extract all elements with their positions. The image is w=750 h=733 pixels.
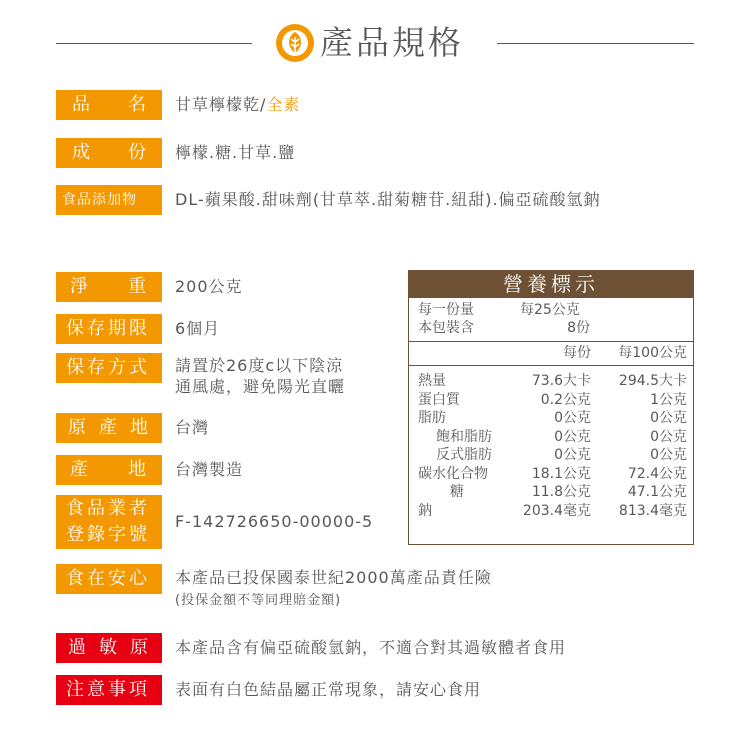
nutrient-per-100g: 47.1公克 — [627, 484, 687, 500]
nutrient-per-100g: 0公克 — [650, 410, 687, 426]
label-storage: 保存方式 — [56, 353, 162, 383]
label-origin: 原產地 — [56, 413, 162, 443]
nutrient-per-serving: 18.1公克 — [531, 465, 591, 482]
nutrient-name: 脂肪 — [418, 410, 446, 426]
col-per-serving: 每份 — [563, 345, 591, 361]
leaf-icon — [275, 23, 315, 63]
nutrient-per-100g: 813.4毫克 — [618, 502, 687, 519]
nutrient-per-100g: 0公克 — [650, 447, 687, 463]
nutrient-per-serving: 0公克 — [554, 447, 591, 463]
nutrient-name: 反式脂肪 — [436, 447, 492, 463]
value-notice: 表面有白色結晶屬正常現象，請安心食用 — [175, 680, 482, 699]
nutrient-name: 飽和脂肪 — [436, 428, 492, 445]
value-allergen: 本產品含有偏亞硫酸氫鈉，不適合對其過敏體者食用 — [175, 638, 567, 657]
value-registration: F-142726650-00000-5 — [175, 512, 374, 531]
value-shelf-life: 6個月 — [175, 319, 221, 338]
value-additives: DL-蘋果酸.甜味劑(甘草萃.甜菊糖苷.紐甜).偏亞硫酸氫鈉 — [175, 190, 601, 209]
nutrition-divider-mid — [409, 365, 693, 366]
label-notice: 注意事項 — [56, 675, 162, 705]
label-registration: 食品業者 登錄字號 — [56, 495, 162, 549]
value-insurance-line2: (投保金額不等同理賠金額) — [175, 593, 342, 608]
servings-value: 8份 — [567, 320, 590, 336]
label-insurance: 食在安心 — [56, 564, 162, 594]
nutrient-name: 碳水化合物 — [418, 465, 488, 482]
value-storage-line2: 通風處，避免陽光直曬 — [175, 377, 346, 396]
nutrient-per-100g: 0公克 — [650, 428, 687, 445]
nutrient-name: 蛋白質 — [418, 391, 460, 408]
label-allergen: 過敏原 — [56, 633, 162, 663]
vegetarian-tag: 全素 — [266, 95, 301, 114]
label-product-name: 品名 — [56, 90, 162, 120]
label-place: 產地 — [56, 455, 162, 485]
value-insurance-line1: 本產品已投保國泰世紀2000萬產品責任險 — [175, 568, 492, 587]
value-product-name: 甘草檸檬乾/全素 — [175, 95, 301, 114]
nutrient-per-serving: 0公克 — [554, 428, 591, 445]
nutrient-per-serving: 11.8公克 — [531, 484, 591, 500]
nutrient-name: 熱量 — [418, 373, 446, 389]
nutrient-per-serving: 203.4毫克 — [522, 502, 591, 519]
value-storage-line1: 請置於26度c以下陰涼 — [175, 356, 344, 375]
nutrient-name: 鈉 — [418, 502, 432, 519]
nutrient-per-100g: 294.5大卡 — [618, 373, 687, 389]
header-rule-right — [497, 43, 694, 44]
nutrition-divider-top — [409, 341, 693, 342]
col-per-100g: 每100公克 — [618, 345, 687, 361]
value-net-weight: 200公克 — [175, 277, 243, 296]
nutrient-per-100g: 72.4公克 — [627, 465, 687, 482]
label-shelf-life: 保存期限 — [56, 314, 162, 344]
label-net-weight: 淨重 — [56, 272, 162, 302]
nutrient-per-serving: 0.2公克 — [540, 391, 591, 408]
nutrition-table — [408, 270, 694, 545]
serving-size-label: 每一份量 — [418, 302, 474, 318]
value-place: 台灣製造 — [175, 460, 244, 479]
serving-size-value: 每25公克 — [520, 302, 580, 318]
nutrition-title: 營養標示 — [409, 271, 693, 298]
value-origin: 台灣 — [175, 418, 210, 437]
nutrient-per-100g: 1公克 — [650, 391, 687, 408]
nutrient-per-serving: 0公克 — [554, 410, 591, 426]
page-title: 產品規格 — [320, 23, 464, 62]
nutrient-per-serving: 73.6大卡 — [531, 373, 591, 389]
header-rule-left — [56, 43, 252, 44]
servings-label: 本包裝含 — [418, 320, 474, 336]
label-ingredients: 成份 — [56, 138, 162, 168]
label-additives: 食品添加物 — [56, 185, 162, 215]
nutrient-name: 糖 — [450, 484, 464, 500]
value-ingredients: 檸檬.糖.甘草.鹽 — [175, 143, 296, 162]
